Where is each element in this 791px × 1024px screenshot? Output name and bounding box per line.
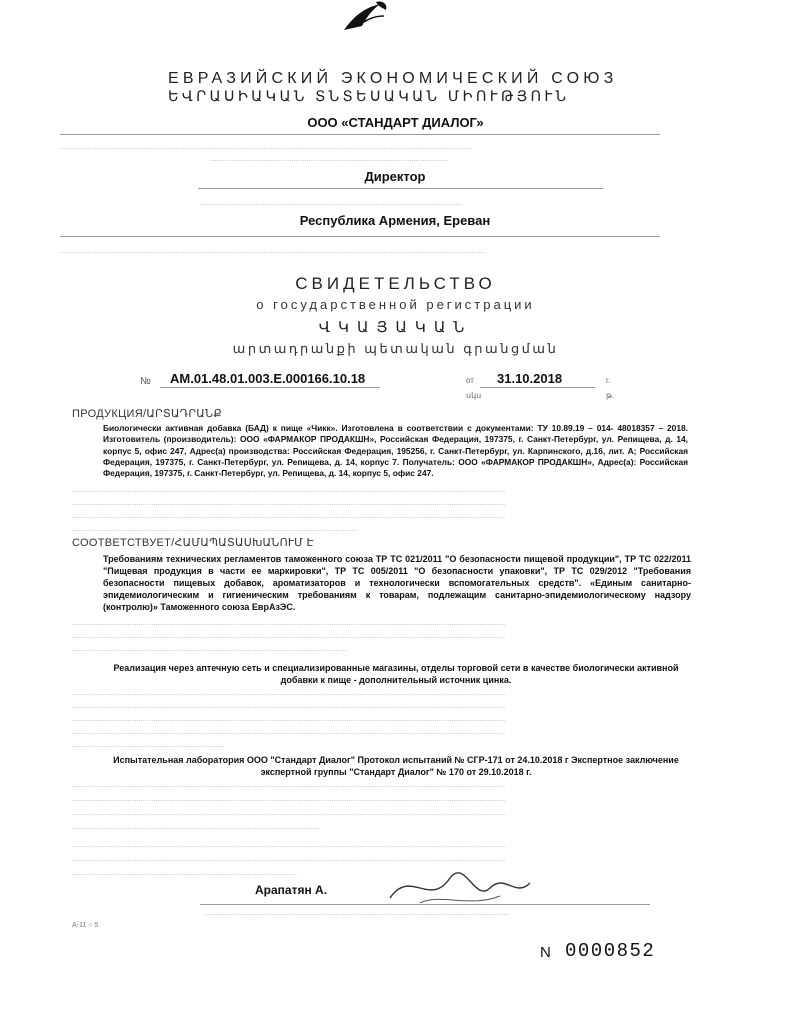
form-code: А-11 ○ 5 [72, 922, 99, 929]
faded-organization-line: ................................................................................................................................................................................................ [60, 144, 472, 151]
date-prefix-hy: սկս [466, 391, 482, 400]
faded-signature-caption: .............................................................................................................................................. [205, 910, 510, 917]
faded-usage-note-5: ....................................................................... [72, 742, 225, 749]
faded-compliance-note-1: .......................................................................................................................................................................................................... [72, 620, 506, 627]
location-divider [60, 236, 660, 237]
faded-basis-note-4: ................................................................................................................... [72, 824, 319, 831]
emblem-icon [336, 0, 396, 32]
faded-organization-line-2: ............................................................................................................... [210, 156, 449, 163]
union-title-hy: ԵՎՐԱՍԻԱԿԱՆ ՏՆՏԵՍԱԿԱՆ ՄԻՈՒԹՅՈՒՆ [168, 89, 570, 105]
number-underline [160, 387, 380, 388]
signature-line [200, 904, 650, 905]
director-divider [198, 188, 603, 189]
year-suffix-hy: թ. [606, 391, 615, 400]
number-label: № [140, 376, 151, 387]
faded-product-note-3: .......................................................................................................................................................................................................... [72, 513, 506, 520]
certificate-title-ru: СВИДЕТЕЛЬСТВО [295, 274, 496, 293]
faded-basis-note-1: .......................................................................................................................................................................................................... [72, 782, 506, 789]
signature-scribble [380, 858, 540, 918]
usage-text: Реализация через аптечную сеть и специализированные магазины, отделы торговой сети в качестве биологически активной добавки к пище - дополнительный источник цинка. [113, 663, 679, 685]
year-suffix: г. [606, 376, 611, 385]
product-description: Биологически активная добавка (БАД) к пище «Чикк». Изготовлена в соответствии с документами: ТУ 10.89.19 – 014- 48018357 – 2018. Изготовитель (производитель): ООО «ФАРМАКОР ПРОДАКШН», Российская Федерация, 197375, г. Санкт-Петербург, ул. Репищева, д. 14, корпус 5, офис 247, Адрес(а) производства: Российская Федерация, 195256, г. Санкт-Петербург, ул. Карпинского, д.16, лит. А; Российская Федерация, 197375, г. Санкт-Петербург, ул. Репищева, д. 14, корпус 7. Получатель: ООО «ФАРМАКОР ПРОДАКШН», Адрес(а): Российская Федерация, 197375, г. Санкт-Петербург, ул. Репищева, д. 14, корпус 5, офис 247. [103, 423, 688, 479]
serial-label: N [540, 944, 551, 961]
faded-compliance-note-3: ................................................................................................................................ [72, 646, 347, 653]
faded-basis-note-6: .......................................................................................................................................................................................................... [72, 856, 506, 863]
certificate-title-hy: ՎԿԱՅԱԿԱՆ [318, 319, 473, 336]
serial-number: 0000852 [565, 940, 656, 962]
signatory-name: Арапатян А. [255, 883, 328, 897]
director-title: Директор [364, 169, 426, 184]
faded-compliance-note-2: .......................................................................................................................................................................................................... [72, 633, 506, 640]
compliance-label: СООТВЕТСТВУЕТ/ՀԱՄԱՊԱՏԱՍԽԱՆՈՒՄ Է [72, 537, 314, 549]
faded-usage-note-1: .......................................................................................................................................................................................................... [72, 690, 506, 697]
faded-usage-note-4: .......................................................................................................................................................................................................... [72, 729, 506, 736]
product-label: ПРОДУКЦИЯ/ԱՐՏԱԴՐԱՆՔ [72, 408, 222, 420]
faded-usage-note-3: .......................................................................................................................................................................................................... [72, 716, 506, 723]
faded-director-line: .......................................................................................................................... [200, 200, 462, 207]
location-name: Республика Армения, Ереван [299, 213, 491, 228]
faded-product-note-1: .......................................................................................................................................................................................................... [72, 487, 506, 494]
faded-basis-note-3: .......................................................................................................................................................................................................... [72, 810, 506, 817]
compliance-text: Требованиям технических регламентов таможенного союза ТР ТС 021/2011 "О безопасности пищевой продукции", ТР ТС 022/2011 "Пищевая продукция в части ее маркировки", ТР ТС 005/2011 "О безопасности упаковки", ТР ТС 029/2012 "Требования безопасности пищевых добавок, ароматизаторов и технологически вспомогательных средств". «Единым санитарно-эпидемиологическим и гигиеническим требованиям к товарам, подлежащим санитарно-эпидемиологическому надзору (контролю)» Таможенного союза ЕврАзЭС. [103, 554, 691, 612]
basis-text: Испытательная лаборатория ООО "Стандарт Диалог" Протокол испытаний № СГР-171 от 24.10.2018 г Экспертное заключение экспертной группы "Стандарт Диалог" № 170 от 29.10.2018 г. [113, 755, 679, 777]
faded-product-note-4: ..................................................................................................................................... [72, 526, 358, 533]
faded-product-note-2: .......................................................................................................................................................................................................... [72, 500, 506, 507]
union-title-ru: ЕВРАЗИЙСКИЙ ЭКОНОМИЧЕСКИЙ СОЮЗ [168, 70, 618, 87]
registration-number: AM.01.48.01.003.E.000166.10.18 [170, 371, 366, 386]
faded-basis-note-7: ......................................................................................................... [72, 870, 298, 877]
faded-basis-note-2: .......................................................................................................................................................................................................... [72, 796, 506, 803]
faded-usage-note-2: .......................................................................................................................................................................................................... [72, 703, 506, 710]
faded-location-line: ...................................................................................................................................................................................................... [60, 248, 485, 255]
organization-name: ООО «СТАНДАРТ ДИАЛОГ» [307, 115, 484, 130]
certificate-subtitle-hy: արտադրանքի պետական գրանցման [232, 341, 559, 356]
registration-date: 31.10.2018 [497, 371, 563, 386]
certificate-subtitle-ru: о государственной регистрации [256, 297, 535, 312]
date-underline [480, 387, 595, 388]
header-divider [60, 134, 660, 135]
faded-basis-note-5: .......................................................................................................................................................................................................... [72, 842, 506, 849]
date-prefix: от [466, 376, 474, 385]
